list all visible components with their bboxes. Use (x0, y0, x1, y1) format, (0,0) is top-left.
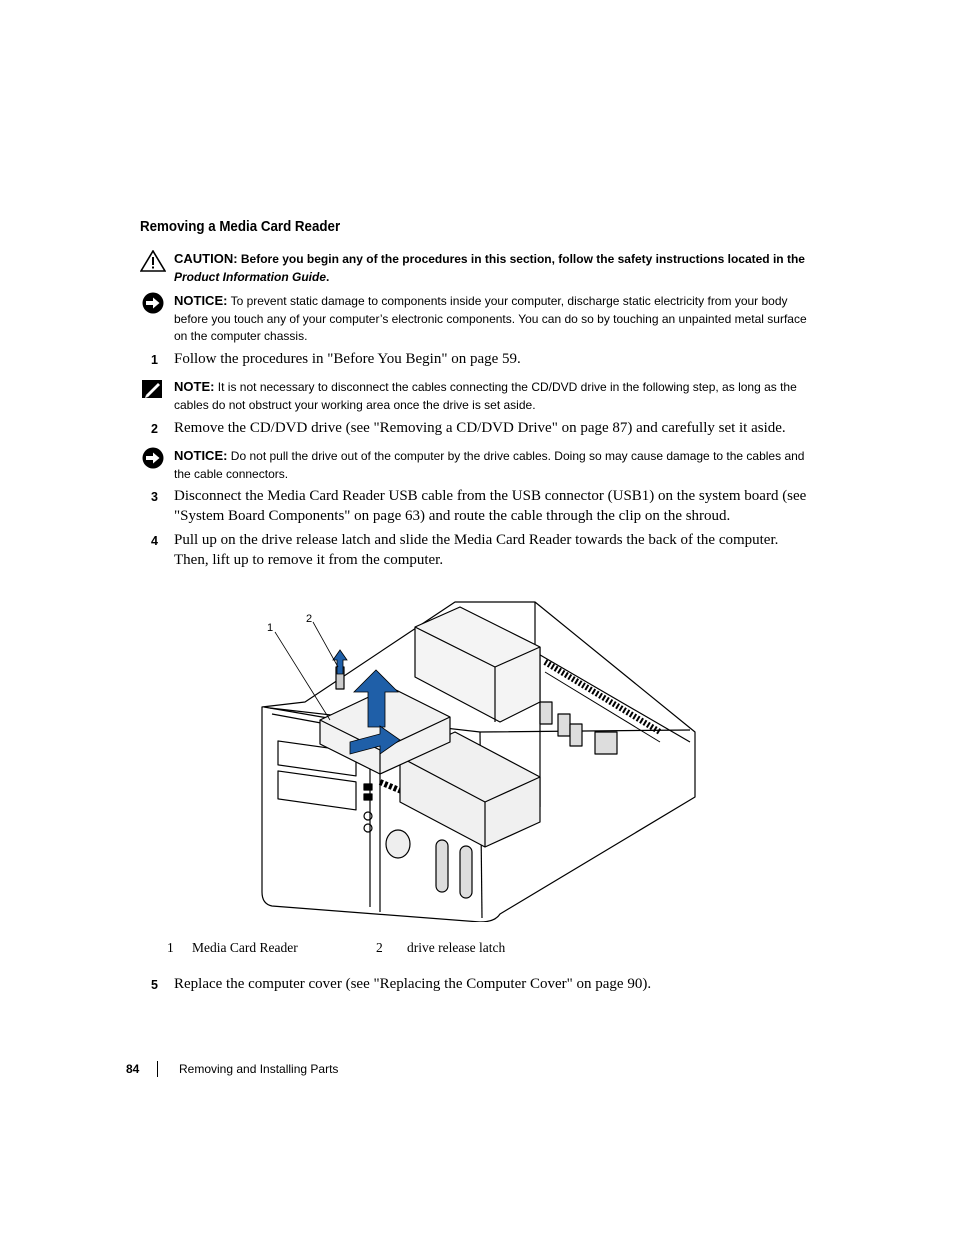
section-title: Removing a Media Card Reader (140, 219, 341, 235)
step-text: Disconnect the Media Card Reader USB cable from the USB connector (USB1) on the system board (see "System Board Components" on page 63) and route the cable through the clip on the shroud. (174, 488, 807, 524)
note-pencil-icon (140, 378, 166, 400)
callout-1: 1 (267, 622, 274, 634)
page-number: 84 (126, 1062, 140, 1076)
step-3 (140, 487, 812, 526)
legend-number: 2 (376, 940, 383, 955)
step-text: Follow the procedures in "Before You Begin" on page 59. (174, 351, 521, 367)
step-number: 2 (151, 422, 158, 436)
step-text: Pull up on the drive release latch and slide the Media Card Reader towards the back of the computer. Then, lift up to remove it from the computer. (174, 532, 779, 568)
computer-chassis-illustration (250, 592, 700, 922)
chapter-title: Removing and Installing Parts (179, 1062, 339, 1076)
caution-icon (140, 250, 166, 272)
caution-text: Before you begin any of the procedures in this section, follow the safety instructions located in the (240, 252, 805, 266)
note-text: It is not necessary to disconnect the cables connecting the CD/DVD drive in the following step, as long as the cables do not obstruct your working area once the drive is set aside. (174, 380, 797, 412)
notice-text: To prevent static damage to components inside your computer, discharge static electricity from your body before you touch any of your computer’s electronic components. You can do so by touching an unpainted metal surface on the computer chassis. (174, 294, 807, 343)
caution-label: CAUTION: (174, 251, 238, 266)
legend-label: drive release latch (407, 940, 506, 955)
footer-divider (157, 1061, 158, 1077)
caution-period: . (326, 269, 330, 284)
step-number: 3 (151, 490, 158, 504)
legend-number: 1 (167, 940, 174, 955)
step-text: Remove the CD/DVD drive (see "Removing a CD/DVD Drive" on page 87) and carefully set it aside. (174, 420, 786, 436)
step-number: 1 (151, 353, 158, 367)
notice-icon (140, 292, 166, 314)
notice-text: Do not pull the drive out of the computer by the drive cables. Doing so may cause damage to the cables and the cable connectors. (174, 449, 805, 481)
legend-label: Media Card Reader (192, 940, 298, 955)
step-text: Replace the computer cover (see "Replacing the Computer Cover" on page 90). (174, 976, 652, 992)
step-2 (140, 419, 812, 439)
notice-icon (140, 447, 166, 469)
step-5 (140, 975, 812, 995)
step-number: 5 (151, 978, 158, 992)
step-1 (140, 350, 812, 370)
callout-2: 2 (306, 613, 313, 625)
notice-label: NOTICE: (174, 293, 228, 308)
step-4 (140, 531, 812, 570)
notice-label: NOTICE: (174, 448, 228, 463)
caution-guide-title: Product Information Guide (174, 269, 326, 284)
note-label: NOTE: (174, 379, 215, 394)
step-number: 4 (151, 534, 158, 548)
